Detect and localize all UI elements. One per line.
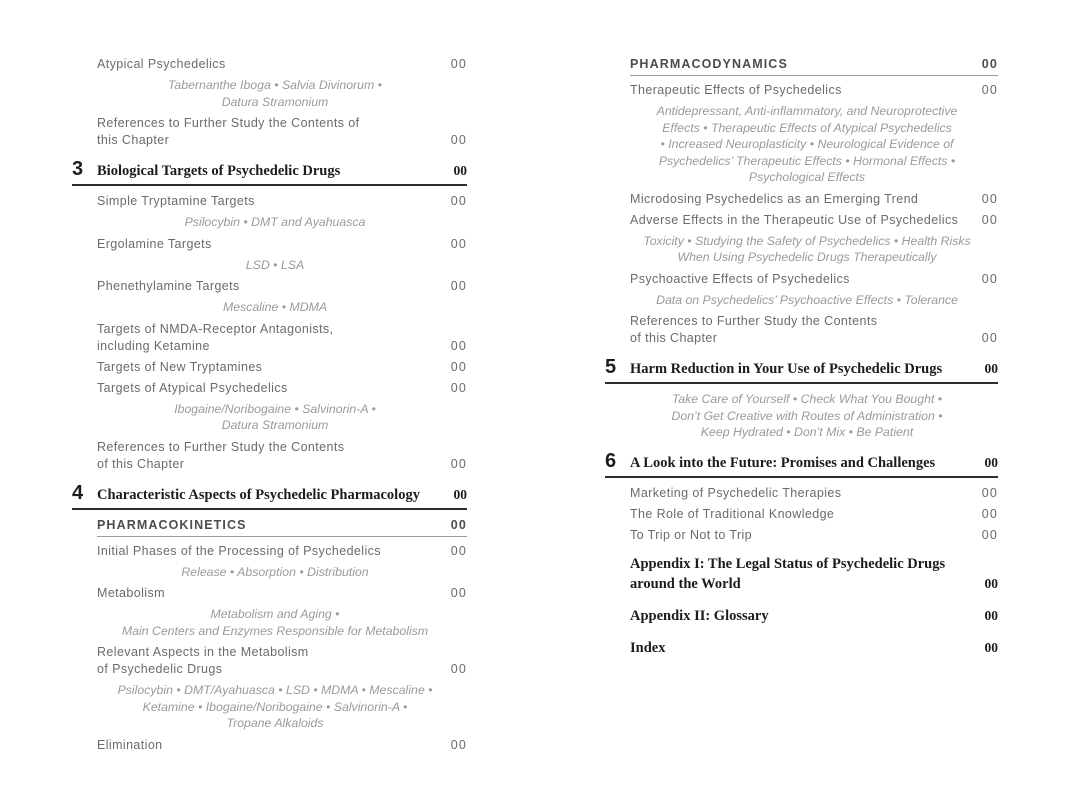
- entry-label-line: Microdosing Psychedelics as an Emerging Trend: [630, 191, 919, 206]
- page-number: 00: [450, 279, 467, 293]
- entry-label: [630, 506, 834, 523]
- subtopic-line: Metabolism and Aging •: [210, 607, 340, 621]
- entry-label: [630, 313, 877, 347]
- subtopic-line: Psilocybin • DMT/Ayahuasca • LSD • MDMA • Mescaline •: [117, 683, 433, 697]
- page-number: 00: [450, 662, 467, 676]
- entry-label-line: To Trip or Not to Trip: [630, 527, 753, 542]
- toc-entry: [630, 313, 998, 347]
- page-number: 00: [450, 57, 467, 71]
- entry-label-line: Ergolamine Targets: [97, 236, 212, 251]
- section-label: PHARMACODYNAMICS: [630, 57, 788, 71]
- toc-entry: [97, 585, 467, 602]
- toc-column-right: [605, 56, 998, 670]
- page-number: 00: [984, 607, 998, 623]
- entry-label-line: of Psychedelic Drugs: [97, 662, 223, 676]
- subtopic-line: • Increased Neuroplasticity • Neurological Evidence of: [660, 137, 954, 151]
- entry-label-line: this Chapter: [97, 133, 170, 147]
- subtopic-list: [97, 606, 453, 639]
- page-number: 00: [450, 456, 467, 471]
- toc-entry: [97, 236, 467, 253]
- page-number: 00: [450, 133, 467, 147]
- page-number: 00: [450, 380, 467, 395]
- entry-label: [97, 278, 240, 295]
- entry-label: [630, 527, 752, 544]
- entry-label-line: Targets of NMDA-Receptor Antagonists,: [97, 321, 334, 336]
- toc-entry: [97, 644, 467, 678]
- subtopic-line: Tabernanthe Iboga • Salvia Divinorum •: [168, 78, 382, 92]
- subtopic-line: Main Centers and Enzymes Responsible for Metabolism: [121, 623, 429, 638]
- entry-label: [97, 585, 165, 602]
- chapter-title: Biological Targets of Psychedelic Drugs: [97, 163, 341, 179]
- entry-label: [630, 191, 918, 208]
- page-number: 00: [981, 191, 998, 206]
- page-number: 00: [450, 338, 467, 353]
- entry-label-line: Targets of Atypical Psychedelics: [97, 380, 288, 395]
- chapter-title: Harm Reduction in Your Use of Psychedelic Drugs: [630, 361, 943, 377]
- subtopic-line: Ibogaine/Noribogaine • Salvinorin-A •: [174, 401, 376, 416]
- toc-entry: [97, 543, 467, 560]
- subtopic-list: [97, 401, 453, 434]
- entry-label: [97, 439, 344, 473]
- entry-label-line: Initial Phases of the Processing of Psychedelics: [97, 543, 381, 558]
- subtopic-list: [97, 257, 453, 274]
- page-number: 00: [981, 485, 998, 500]
- toc-column-left: [72, 56, 467, 758]
- subtopic-list: [630, 103, 984, 186]
- entry-label-line: Atypical Psychedelics: [97, 57, 226, 71]
- appendix-entry: [630, 638, 998, 658]
- subtopic-list: [97, 564, 453, 581]
- subtopic-list: [630, 233, 984, 266]
- chapter-4-heading: [72, 483, 467, 510]
- entry-label-line: Therapeutic Effects of Psychedelics: [630, 83, 842, 97]
- subtopic-list: [97, 299, 453, 316]
- subtopic-line: Take Care of Yourself • Check What You Bought •: [671, 392, 943, 406]
- entry-label: [97, 236, 212, 253]
- page-number: 00: [981, 506, 998, 521]
- toc-entry: [97, 321, 467, 355]
- page-number: 00: [984, 575, 998, 591]
- toc-entry: [630, 271, 998, 288]
- entry-label-line: of this Chapter: [630, 331, 718, 345]
- chapter-number: 4: [72, 481, 84, 504]
- chapter-number: 3: [72, 158, 84, 180]
- section-heading: [630, 56, 998, 76]
- subtopic-line: When Using Psychedelic Drugs Therapeutically: [677, 250, 937, 264]
- entry-label: [97, 321, 333, 355]
- entry-label-line: Index: [630, 639, 666, 656]
- toc-entry: [97, 737, 467, 754]
- chapter-title: Characteristic Aspects of Psychedelic Pharmacology: [97, 486, 420, 503]
- subtopic-line: Psilocybin • DMT and Ayahuasca: [184, 215, 366, 229]
- toc-entry: [97, 359, 467, 376]
- entry-label-line: including Ketamine: [97, 338, 210, 353]
- page-number: 00: [450, 543, 467, 558]
- toc-entry: [97, 56, 467, 73]
- page-number: 00: [450, 359, 467, 374]
- subtopic-line: Datura Stramonium: [221, 418, 329, 432]
- appendix-entry: [630, 554, 998, 594]
- subtopic-line: Data on Psychedelics’ Psychoactive Effects • Tolerance: [656, 292, 958, 307]
- entry-label-line: The Role of Traditional Knowledge: [630, 506, 835, 521]
- page-number: 00: [450, 236, 467, 251]
- entry-label-line: Targets of New Tryptamines: [97, 359, 263, 374]
- entry-label-line: Simple Tryptamine Targets: [97, 194, 255, 208]
- subtopic-line: LSD • LSA: [245, 257, 305, 272]
- entry-label-line: Marketing of Psychedelic Therapies: [630, 485, 842, 500]
- entry-label-line: Appendix I: The Legal Status of Psychedelic Drugs: [630, 555, 946, 572]
- toc-entry: [630, 506, 998, 523]
- toc-entry: [630, 212, 998, 229]
- toc-entry: [630, 485, 998, 502]
- subtopic-list: [97, 682, 453, 732]
- section-heading: [97, 517, 467, 537]
- chapter-5-heading: [605, 357, 998, 384]
- subtopic-line: Antidepressant, Anti-inflammatory, and Neuroprotective: [656, 104, 958, 118]
- subtopic-line: Datura Stramonium: [221, 94, 329, 109]
- toc-entry: [630, 82, 998, 99]
- page-number: 00: [981, 527, 998, 542]
- subtopic-line: Toxicity • Studying the Safety of Psychedelics • Health Risks: [643, 233, 971, 248]
- entry-label-line: Relevant Aspects in the Metabolism: [97, 645, 309, 659]
- subtopic-list: [630, 391, 984, 441]
- page-number: 00: [981, 331, 998, 345]
- toc-entry: [97, 439, 467, 473]
- entry-label-line: Phenethylamine Targets: [97, 279, 240, 293]
- subtopic-line: Psychedelics’ Therapeutic Effects • Hormonal Effects •: [658, 153, 956, 168]
- entry-label: [630, 271, 850, 288]
- entry-label-line: References to Further Study the Contents: [630, 314, 878, 328]
- entry-label-line: Psychoactive Effects of Psychedelics: [630, 271, 850, 286]
- entry-label-line: References to Further Study the Contents of: [97, 116, 360, 130]
- subtopic-line: Release • Absorption • Distribution: [181, 564, 369, 579]
- subtopic-line: Keep Hydrated • Don’t Mix • Be Patient: [700, 425, 914, 439]
- page-number: 00: [984, 454, 998, 470]
- entry-label: [97, 56, 226, 73]
- subtopic-list: [97, 77, 453, 110]
- subtopic-line: Tropane Alkaloids: [226, 716, 324, 730]
- page-number: 00: [984, 639, 998, 655]
- entry-label: [97, 193, 255, 210]
- page-number: 00: [450, 194, 467, 208]
- toc-entry: [97, 278, 467, 295]
- subtopic-list: [97, 214, 453, 231]
- section-label: PHARMACOKINETICS: [97, 517, 247, 532]
- subtopic-line: Psychological Effects: [748, 170, 866, 184]
- entry-label: [630, 606, 769, 626]
- subtopic-line: Mescaline • MDMA: [222, 300, 328, 314]
- toc-entry: [630, 191, 998, 208]
- entry-label-line: References to Further Study the Contents: [97, 439, 345, 454]
- entry-label: [630, 554, 945, 594]
- page-number: 00: [984, 361, 998, 376]
- toc-entry: [97, 115, 467, 149]
- page-number: 00: [981, 83, 998, 97]
- page-number: 00: [453, 163, 467, 178]
- entry-label: [97, 359, 262, 376]
- subtopic-line: Effects • Therapeutic Effects of Atypical Psychedelics: [662, 120, 952, 135]
- page-number: 00: [450, 517, 467, 532]
- toc-entry: [97, 193, 467, 210]
- entry-label: [630, 485, 841, 502]
- chapter-3-heading: [72, 159, 467, 186]
- subtopic-list: [630, 292, 984, 309]
- entry-label-line: around the World: [630, 575, 741, 592]
- toc-entry: [630, 527, 998, 544]
- page-number: 00: [450, 586, 467, 600]
- chapter-title: A Look into the Future: Promises and Challenges: [630, 454, 936, 471]
- page-number: 00: [453, 486, 467, 502]
- chapter-6-heading: [605, 451, 998, 478]
- appendix-entry: [630, 606, 998, 626]
- toc-entry: [97, 380, 467, 397]
- entry-label-line: of this Chapter: [97, 456, 185, 471]
- entry-label: [97, 543, 381, 560]
- page-number: 00: [981, 212, 998, 227]
- chapter-number: 6: [605, 449, 617, 472]
- entry-label-line: Metabolism: [97, 586, 165, 600]
- entry-label: [97, 737, 163, 754]
- page-number: 00: [981, 57, 998, 71]
- chapter-number: 5: [605, 356, 617, 378]
- page-number: 00: [450, 737, 467, 752]
- entry-label: [97, 380, 288, 397]
- entry-label: [630, 638, 665, 658]
- page-number: 00: [981, 271, 998, 286]
- entry-label: [97, 115, 359, 149]
- subtopic-line: Ketamine • Ibogaine/Noribogaine • Salvinorin-A •: [142, 699, 408, 714]
- entry-label-line: Elimination: [97, 737, 163, 752]
- entry-label-line: Appendix II: Glossary: [630, 607, 769, 624]
- entry-label: [97, 644, 309, 678]
- subtopic-line: Don’t Get Creative with Routes of Administration •: [671, 408, 943, 423]
- entry-label-line: Adverse Effects in the Therapeutic Use of Psychedelics: [630, 212, 959, 227]
- entry-label: [630, 82, 842, 99]
- entry-label: [630, 212, 958, 229]
